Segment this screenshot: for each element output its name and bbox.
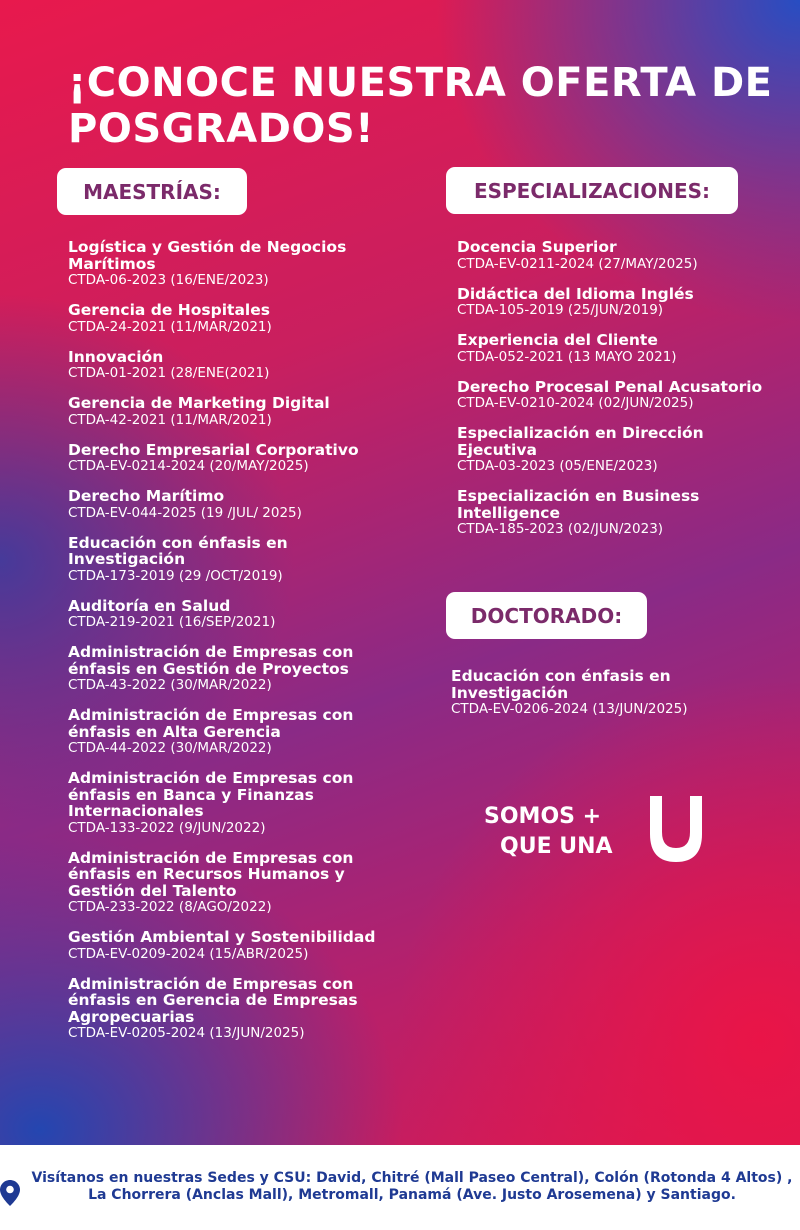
slogan-logo [482, 792, 722, 872]
maestria-item [68, 850, 388, 917]
program-name: Auditoría en Salud [68, 596, 231, 615]
maestria-item [68, 442, 388, 476]
program-code: CTDA-233-2022 (8/AGO/2022) [68, 899, 272, 915]
maestrias-list [68, 239, 388, 1055]
program-name: Docencia Superior [457, 238, 617, 256]
program-name: Derecho Procesal Penal Acusatorio [457, 377, 763, 396]
program-name: Educación con énfasis en Investigación [451, 667, 671, 702]
program-code: CTDA-42-2021 (11/MAR/2021) [68, 411, 272, 428]
program-code: CTDA-EV-0214-2024 (20/MAY/2025) [68, 458, 309, 474]
program-code: CTDA-44-2022 (30/MAR/2022) [68, 740, 272, 756]
program-name: Administración de Empresas con énfasis en Gestión de Proyectos [68, 643, 354, 678]
slogan-line-2: QUE UNA [500, 834, 613, 859]
program-code: CTDA-EV-0209-2024 (15/ABR/2025) [68, 945, 309, 962]
footer-address: Visítanos en nuestras Sedes y CSU: David, Chitré (Mall Paseo Central), Colón (Rotonda 4 Altos) , La Chorrera (Anclas Mall), Metromall, Panamá (Ave. Justo Arosemena) y Santiago. [31, 1169, 793, 1203]
footer [0, 1145, 800, 1230]
title-text: ¡CONOCE NUESTRA OFERTA DE POSGRADOS! [68, 60, 773, 152]
maestria-item [68, 644, 388, 694]
program-name: Innovación [68, 347, 164, 366]
especializacion-item [457, 425, 787, 475]
program-name: Gestión Ambiental y Sostenibilidad [68, 928, 376, 946]
program-name: Administración de Empresas con énfasis en Gerencia de Empresas Agropecuarias [68, 974, 358, 1026]
maestria-item [68, 535, 388, 585]
especializaciones-list [457, 239, 787, 551]
program-code: CTDA-173-2019 (29 /OCT/2019) [68, 567, 283, 584]
especializaciones-heading-label: ESPECIALIZACIONES: [473, 178, 711, 203]
program-name: Didáctica del Idioma Inglés [457, 284, 694, 303]
doctorado-heading [446, 592, 647, 639]
program-code: CTDA-01-2021 (28/ENE(2021) [68, 365, 270, 381]
especializacion-item [457, 488, 787, 538]
location-pin-icon [0, 1180, 20, 1206]
maestria-item [68, 598, 388, 632]
doctorado-heading-label: DOCTORADO: [470, 603, 623, 628]
program-code: CTDA-EV-044-2025 (19 /JUL/ 2025) [68, 504, 302, 521]
maestria-item [68, 239, 388, 289]
maestria-item [68, 488, 388, 522]
program-code: CTDA-EV-0205-2024 (13/JUN/2025) [68, 1025, 305, 1041]
program-code: CTDA-052-2021 (13 MAYO 2021) [457, 348, 677, 365]
doctorado-item [451, 668, 781, 718]
program-code: CTDA-133-2022 (9/JUN/2022) [68, 819, 266, 836]
page-title [68, 60, 800, 152]
maestria-item [68, 395, 388, 429]
maestria-item [68, 302, 388, 336]
program-code: CTDA-EV-0206-2024 (13/JUN/2025) [451, 701, 688, 717]
maestrias-heading [57, 168, 247, 215]
program-code: CTDA-EV-0211-2024 (27/MAY/2025) [457, 255, 698, 272]
maestria-item [68, 707, 388, 757]
maestria-item [68, 770, 388, 837]
program-code: CTDA-06-2023 (16/ENE/2023) [68, 272, 269, 288]
program-name: Especialización en Dirección Ejecutiva [457, 424, 704, 459]
program-name: Administración de Empresas con énfasis en Recursos Humanos y Gestión del Talento [68, 848, 354, 900]
footer-content [0, 1170, 800, 1206]
program-code: CTDA-EV-0210-2024 (02/JUN/2025) [457, 395, 694, 411]
u-logo-icon [590, 792, 702, 864]
especializacion-item [457, 239, 787, 273]
maestrias-heading-label: MAESTRÍAS: [83, 179, 221, 204]
program-name: Derecho Marítimo [68, 487, 225, 505]
program-name: Especialización en Business Intelligence [457, 487, 700, 522]
program-code: CTDA-24-2021 (11/MAR/2021) [68, 318, 272, 335]
especializacion-item [457, 379, 787, 413]
especializaciones-heading [446, 167, 738, 214]
especializacion-item [457, 286, 787, 320]
program-code: CTDA-219-2021 (16/SEP/2021) [68, 614, 276, 630]
maestria-item [68, 349, 388, 383]
program-name: Gerencia de Marketing Digital [68, 394, 330, 412]
program-name: Administración de Empresas con énfasis en Banca y Finanzas Internacionales [68, 769, 354, 820]
program-name: Experiencia del Cliente [457, 331, 658, 349]
program-code: CTDA-43-2022 (30/MAR/2022) [68, 677, 272, 693]
program-name: Administración de Empresas con énfasis en Alta Gerencia [68, 706, 354, 741]
slogan-line-1: SOMOS + [484, 804, 602, 829]
maestria-item [68, 929, 388, 963]
program-name: Logística y Gestión de Negocios Marítimos [68, 238, 347, 273]
program-name: Derecho Empresarial Corporativo [68, 440, 359, 459]
program-code: CTDA-185-2023 (02/JUN/2023) [457, 521, 664, 537]
program-code: CTDA-105-2019 (25/JUN/2019) [457, 302, 664, 318]
maestria-item [68, 976, 388, 1043]
doctorado-list [451, 668, 781, 731]
program-name: Gerencia de Hospitales [68, 301, 270, 319]
especializacion-item [457, 332, 787, 366]
program-name: Educación con énfasis en Investigación [68, 533, 288, 568]
program-code: CTDA-03-2023 (05/ENE/2023) [457, 458, 658, 474]
